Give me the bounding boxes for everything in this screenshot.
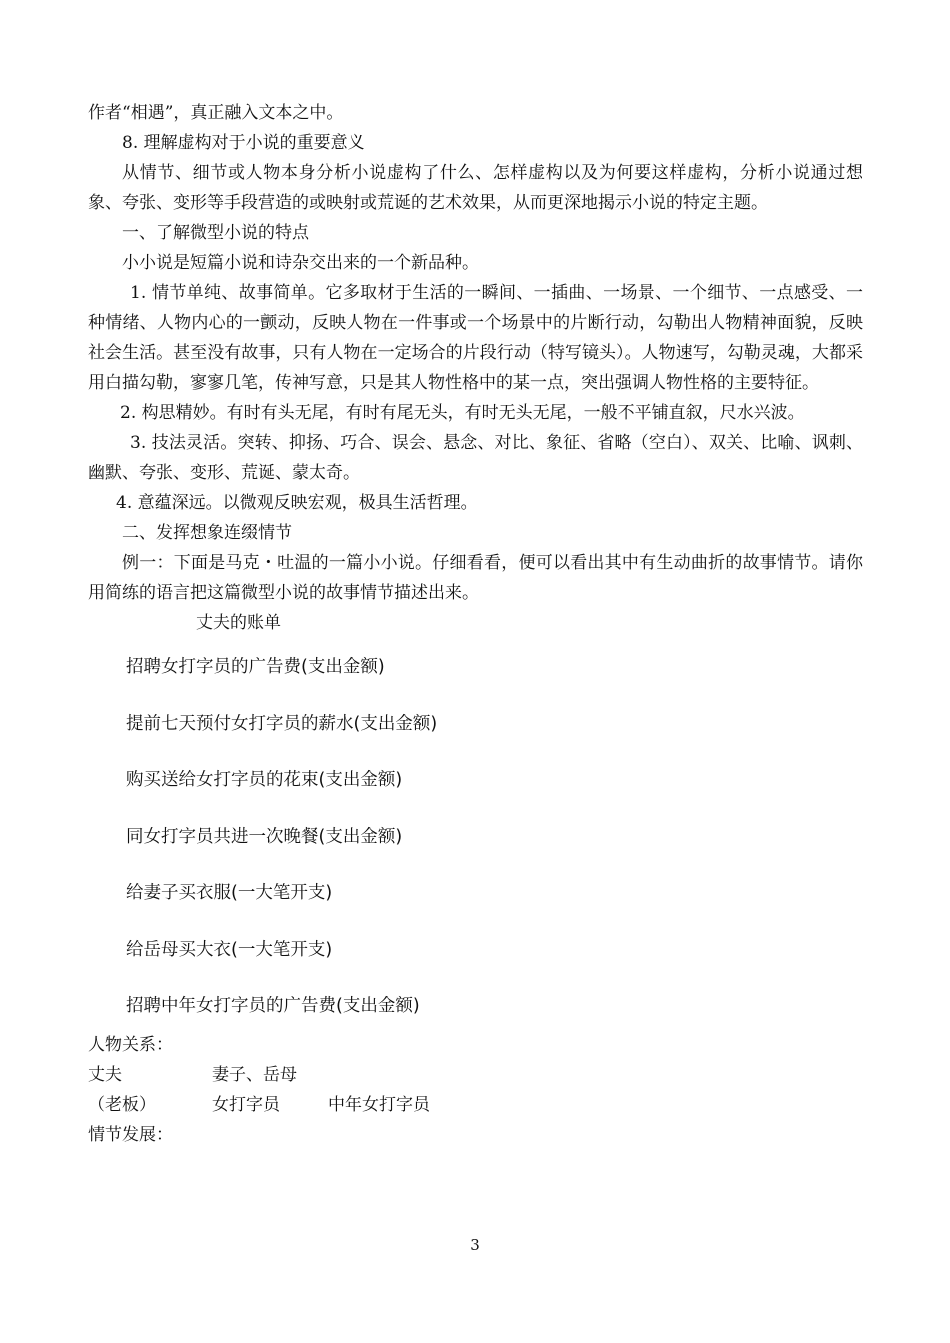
- plot-label: 情节发展：: [88, 1125, 173, 1145]
- bill-item: 给岳母买大衣(一大笔开支): [126, 939, 333, 960]
- example-1: 例一：下面是马克・吐温的一篇小小说。仔细看看，便可以看出其中有生动曲折的故事情节。请你用简练的语言把这篇微型小说的故事情节描述出来。: [88, 553, 863, 603]
- paragraph-intro: 小小说是短篇小说和诗杂交出来的一个新品种。: [122, 253, 479, 273]
- paragraph-fiction: 从情节、细节或人物本身分析小说虚构了什么、怎样虚构以及为何要这样虚构，分析小说通过想象、夸张、变形等手段营造的或映射或荒诞的艺术效果，从而更深地揭示小说的特定主题。: [88, 163, 863, 213]
- relation-typist: 女打字员: [212, 1095, 280, 1115]
- bill-item: 招聘女打字员的广告费(支出金额): [126, 657, 385, 677]
- bill-item: 提前七天预付女打字员的薪水(支出金额): [126, 713, 438, 734]
- relations-label: 人物关系：: [88, 1035, 173, 1055]
- bill-list: [88, 652, 863, 1021]
- relations-row-1: [88, 1060, 863, 1090]
- bill-item: 购买送给女打字员的花束(支出金额): [126, 770, 403, 790]
- relation-middle-aged-typist: 中年女打字员: [328, 1095, 430, 1115]
- section-heading-1: 一、了解微型小说的特点: [122, 223, 309, 243]
- page-number: 3: [470, 1236, 480, 1254]
- feature-2: 2. 构思精妙。有时有头无尾，有时有尾无头，有时无头无尾，一般不平铺直叙，尺水兴波。: [120, 403, 805, 423]
- heading-8: 8. 理解虚构对于小说的重要意义: [122, 133, 365, 153]
- relation-boss: （老板）: [88, 1095, 156, 1115]
- relation-husband: 丈夫: [88, 1065, 122, 1085]
- bill-title: 丈夫的账单: [196, 613, 281, 633]
- feature-1: 1. 情节单纯、故事简单。它多取材于生活的一瞬间、一插曲、一场景、一个细节、一点感受、一种情绪、人物内心的一颤动，反映人物在一件事或一个场景中的片断行动，勾勒出人物精神面貌，反映社会生活。甚至没有故事，只有人物在一定场合的片段行动（特写镜头）。人物速写，勾勒灵魂，大都采用白描勾勒，寥寥几笔，传神写意，只是其人物性格中的某一点，突出强调人物性格的主要特征。: [88, 283, 863, 393]
- relation-wife-mother: 妻子、岳母: [212, 1065, 297, 1085]
- relations-row-2: [88, 1090, 863, 1120]
- paragraph-1: 作者“相遇”，真正融入文本之中。: [88, 103, 344, 123]
- feature-4: 4. 意蕴深远。以微观反映宏观，极具生活哲理。: [116, 493, 478, 513]
- bill-item: 给妻子买衣服(一大笔开支): [126, 883, 333, 903]
- section-heading-2: 二、发挥想象连缀情节: [122, 523, 292, 543]
- bill-item: 招聘中年女打字员的广告费(支出金额): [126, 996, 420, 1016]
- page-content: [88, 98, 863, 1150]
- feature-3: 3. 技法灵活。突转、抑扬、巧合、误会、悬念、对比、象征、省略（空白）、双关、比喻、讽刺、幽默、夸张、变形、荒诞、蒙太奇。: [88, 433, 863, 483]
- bill-item: 同女打字员共进一次晚餐(支出金额): [126, 826, 403, 847]
